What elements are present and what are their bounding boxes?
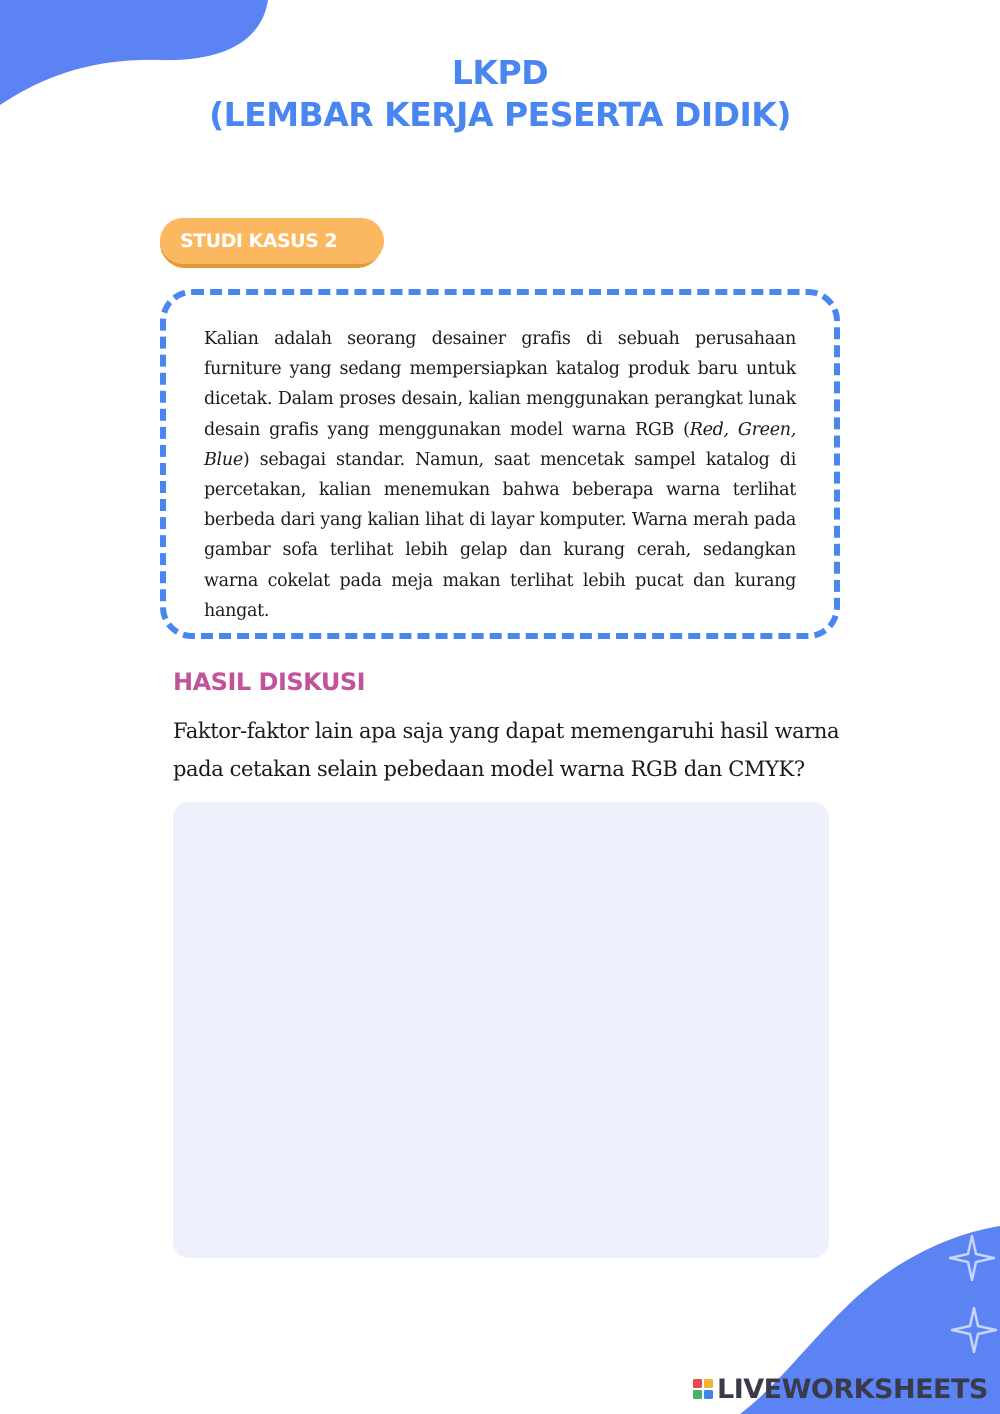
case-study-text [204, 324, 796, 626]
title-line-1: LKPD [451, 53, 549, 92]
discussion-heading: HASIL DISKUSI [173, 668, 366, 696]
liveworksheets-logo-icon [692, 1378, 714, 1400]
case-text-italic: Red, Green, Blue [204, 419, 797, 470]
brand-name: LIVEWORKSHEETS [717, 1373, 988, 1405]
discussion-question: Faktor-faktor lain apa saja yang dapat memengaruhi hasil warna pada cetakan selain pebedaan model warna RGB dan CMYK? [173, 719, 840, 781]
case-badge [160, 218, 386, 270]
case-text-part-2: ) sebagai standar. Namun, saat mencetak sampel katalog di percetakan, kalian menemukan bahwa beberapa warna terlihat berbeda dari yang kalian lihat di layar komputer. Warna merah pada gambar sofa terlihat lebih gelap dan kurang cerah, sedangkan warna cokelat pada meja makan terlihat lebih pucat dan kurang hangat. [204, 449, 796, 621]
page-title [0, 52, 1000, 136]
case-text-part-1: Kalian adalah seorang desainer grafis di sebuah perusahaan furniture yang sedang mempersiapkan katalog produk baru untuk dicetak. Dalam proses desain, kalian menggunakan perangkat lunak desain grafis yang menggunakan model warna RGB ( [204, 329, 796, 440]
brand-footer [692, 1372, 988, 1406]
answer-input[interactable] [173, 802, 829, 1258]
case-badge-label: STUDI KASUS 2 [160, 218, 384, 264]
title-line-2: (LEMBAR KERJA PESERTA DIDIK) [209, 95, 791, 134]
